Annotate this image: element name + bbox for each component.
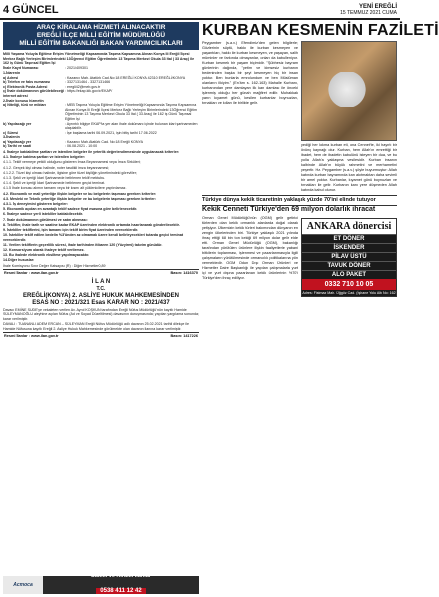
article-col-text: yediği her lokma kurban eti, ona Cennet'te, iki hayırlı bir övünç kaynağı olur. Kurban, hem Allah'ın emrettiği bir ibadet, hem de ibadetin kabulünü isteyen bir dua, ve bu yolla Allah'a yaklaşma vesilesidir. Kurban insanın kalbinde Allah'ın büyük rahmetini ve merhametini yeşertir. Hz. Peygamber (s.a.v.) şöyle buyurmuştur: Allah katında kurban bayramında kan akıtmaktan daha sevimli bir amel yoktur. Kurbanlar, kıyamet günü boynuzları ve tırnakları ile gelir. Kurbanın kanı yere düşmeden Allah katında kabul olunur. [301, 143, 397, 192]
notice-row [3, 103, 199, 121]
notice-banner-line: EREĞLİ İLÇE MİLLİ EĞİTİM MÜDÜRLÜĞÜ [36, 32, 166, 39]
right-column [202, 22, 439, 594]
news-body [202, 216, 397, 297]
ilan-line: T.C. [96, 285, 106, 292]
notice-clause: 9. İstekliler tekliflerini, işin tamamı için teklif birim fiyat üzerinden vereceklerdir. [3, 227, 139, 232]
row-key: c) Süresi [3, 130, 19, 135]
doner-ad-item: İSKENDER [302, 243, 396, 252]
ad-logo: Acmoca [3, 576, 43, 594]
court-body [3, 308, 199, 332]
footer-source: Resmi İlanlar : www.ilan.gov.tr [4, 270, 59, 275]
notice-clause: 6. İhaleye sadece yerli istekliler katılabilecektir. [3, 212, 84, 217]
left-column [3, 22, 199, 594]
row-key: b) Tarihi ve saati [3, 144, 32, 149]
notice-clause: 8. Teklifler, ihale tarih ve saatine kadar EKAP üzerinden elektronik ortamda hazırlanarak gönderilecektir. [3, 222, 180, 227]
notice-rows [3, 66, 199, 149]
notice-banner [3, 22, 199, 50]
article-col: Peygamber (s.a.v.) Efendimiz'den gelen bilgilerle; Gözlerinin süptü, hakkı ile kurban kesmeyen ve yaşantıları, hakkı ile kurban kesmeyen, ve yaşayan, salih müminler ve farkında olmayanlar, onları da kabulleniyor. Kurban kesmek bir yaşam biçimidir. "Şübhesiz bayram günlerinin dağında, "yetim ve kimsesiz kurbanın bedeninden başka bir şeyi kesmeyen hiç bir insan yoktur. Ben bunlarla emrolundum ve ben Müslüman olanların ilkiyim." (En'âm s. 162-163) Mahalle Kurbanı, kurbanından yere damlayan ilk kan damlası ile önceki işlenmiş olduğu her günah mağfiret edilir. Muhakkak yarın kıyamet günü, kesilen kurbanlar boynuzları, tırnakları ve kılları ile birlikte gelir. [202, 41, 298, 105]
doner-ad-name: ANKARA dönercisi [302, 219, 396, 234]
notice-row [3, 122, 199, 131]
notice-clauses [3, 150, 199, 268]
court-title-line: EREĞLİ(KONYA) 2. ASLİYE HUKUK MAHKEMESİNDEN [23, 292, 179, 299]
row-key: İhale Kayıt Numarası [3, 66, 39, 71]
article-title: KURBAN KESMENİN FAZİLETİ [202, 22, 439, 39]
row-key: a) Niteliği, türü ve miktarı [3, 103, 46, 108]
issue-date: 15 TEMMUZ 2021 CUMA [340, 10, 397, 16]
notice-clause: 10. İstekliler teklif edilen bedelin %3'ünden az olmamak üzere kendi belirleyecekleri tutarda geçici teminat vereceklerdir. [3, 233, 184, 242]
row-value: : Kazancı Mah.Atatürk Cad. No:18 Ereğli KONYA [65, 139, 144, 144]
ad-phone: 0538 411 12 42 [96, 588, 145, 594]
footer-source: Resmi İlanlar : www.ilan.gov.tr [4, 333, 59, 338]
row-key: b) Yapılacağı yer [3, 121, 32, 126]
doner-ad[interactable] [301, 218, 397, 297]
ilan-line: İ L A N [91, 278, 111, 285]
row-value: : 2021/409301 [65, 66, 88, 71]
notice-banner-line: MİLLİ EĞİTİM BAKANLIĞI BAKAN YARDIMCILIKLARI [19, 40, 183, 47]
article-col [301, 41, 397, 193]
row-value: : 06.08.2021 - 10:00 [65, 144, 98, 149]
notice-clause: 7. İhale dokümanının görülmesi ve satın alınması: [3, 217, 88, 222]
court-ilan-label [3, 279, 199, 293]
notice-clause: 4.1. İhaleye katılma şartları ve istenilen belgeler: [3, 155, 86, 160]
court-title [3, 293, 199, 307]
notice-clause: 4.1.1. Teklif vermeye yetkili olduğunu gösteren İmza Beyannamesi veya İmza Sirküleri; [3, 160, 141, 165]
court-title-line: ESAS NO : 2021/321 Esas KARAR NO : 2021/437 [32, 299, 170, 306]
row-key: a) Yapılacağı yer [3, 139, 32, 144]
notice-intro: Milli Yaşama Yoluyla Eğitime Erişim Yönetmeliği Kapsamında Taşıma Kapsamına Alınan Konya Ili Ereğli İlçesi Merkez Bağlı Yerleşim Birimlerindeki 13Öğrenci Eğitim Öğretiminin 13 Taşıma Merkezi Okula 33 Ital ( 33 Araç) ile 162 iş Günü Taşınsal Eğitim İşi [3, 52, 195, 66]
paper-name: YENİ EREĞLİ [358, 4, 397, 10]
notice-clause: 4.1.3. Şekli ve içeriği İdari Şartnamede belirlenen teklif mektubu. [3, 176, 106, 180]
row-value: : Ayrıntılı bilgiye EKAP'ta yer alan ihale dokümanı içinde bulunan idari şartnameden ulaşılabilir. [65, 121, 198, 131]
page-header [0, 0, 400, 20]
notice-clause: 14.Diğer hususlar: [3, 258, 35, 263]
row-key: b) Telefon ve faks numarası [3, 80, 51, 85]
notice-banner-line: ARAÇ KİRALAMA HİZMETİ ALINACAKTIR [36, 24, 166, 31]
notice-footer [3, 269, 199, 276]
row-key: 1-İdarenin [3, 70, 21, 75]
kurban-photo [301, 41, 397, 141]
footer-code: Basın: 1417226 [170, 333, 198, 338]
notice-clause: 4.3. Mesleki ve Teknik yeterliğe ilişkin belgeler ve bu belgelerin taşıması gereken kriterler: [3, 196, 156, 201]
row-key: 2-İhale konusu hizmetin [3, 98, 44, 103]
ad-column [301, 216, 397, 297]
doner-ad-address: Adres: Fistmaz Mah. Üğgöz Cad. (İşhane Yolu Altı No: 162 [302, 291, 396, 295]
notice-clause: 12. Konsorsiyum olarak ihaleye teklif verilemez. [3, 248, 85, 253]
row-value: : 3327131464 - 3327131466 [65, 80, 111, 85]
notice-row [3, 144, 199, 149]
ad-content [43, 573, 199, 597]
row-key: 3-İhalenin [3, 135, 20, 140]
notice-clause: 13. Bu ihalede elektronik eksiltme yapılmayacaktır. [3, 253, 90, 258]
notice-clause: 5. Ekonomik açıdan en avantajlı teklif sadece fiyat esasına göre belirlenecektir. [3, 207, 138, 212]
notice-clause: 4. İhaleye katılabilme şartları ve istenilen belgeler ile yeterlik değerlendirmesinde uygulanacak kriterler: [3, 150, 180, 155]
court-footer [3, 332, 199, 339]
notice-clause: 4.2. Ekonomik ve mali yeterliğe ilişkin belgeler ve bu belgelerin taşıması gereken kriterler: [3, 191, 157, 196]
row-key: a) Adresi [3, 75, 19, 80]
row-value: : İşe başlama tarihi 06.09.2021, işin bitiş tarihi 17.06.2022 [65, 130, 157, 135]
row-value: : https://ekap.kik.gov.tr/EKAP/ [65, 89, 113, 94]
news-text: Orman Genel Müdürlüğü'nün (OGM) gelir getirici türlerden olan kekik ormanlık alanlarda doğal olarak yetişiyor. Ülkemizin kekik türleri bakımından dünyanın en zengin ülkelerinden biri. Türkiye yaklaşık 2021 yılında ihraç ettiği 68 bin ton kekiği 69 milyon dolar gelir elde etti. Orman Genel Müdürlüğü (OGM), bakanlığı tarafından yürütülen ürünlere ilişkin faaliyetlerle yabani bitkilerin toplanması, işlenmesi ve pazarlanmasıyla ilgili çalışmaların yürütülmesinde ormancılık politikalarına yön vermektedir. OGM Odun Dışı Orman Ürünleri ve Hizmetler Daire Başkanlığı ile yapılan çalışmalarla yurt içi ve yurt dışına pazarlanan kekik ürünlerinin %70'i Türkiye'den ihraç ediliyor. [202, 216, 298, 280]
classified-ad[interactable] [3, 573, 199, 594]
notice-clause: İhale Komisyonu Sınır Değer Katsayısı (R) : Diğer Hizmetler0,89 [3, 263, 106, 268]
news-subhead: Türkiye dünya kekik ticaretinin yaklaşık yüzde 70'ini elinde tutuyor [202, 195, 397, 206]
row-value: : Kazancı Mah. Atatürk Cad.No:18 EREĞLİ KONYA 42310 EREĞLİ/KONYA [65, 75, 186, 80]
notice-clause: 11. Verilen tekliflerin geçerlilik süresi, ihale tarihinden itibaren 120 (Yüzyirmi) takvim günüdür. [3, 242, 163, 247]
footer-code: Basın: 1416370 [170, 270, 198, 275]
doner-ad-phone: 0332 710 10 05 [302, 279, 396, 290]
doner-ad-item: ET DÖNER [302, 234, 396, 243]
notice-clause: 4.3.1. İş deneyimini gösteren belgeler: [3, 201, 68, 206]
notice-clause: 4.1.4. Şekli ve içeriği İdari Şartnamede belirlenen geçici teminat. [3, 181, 106, 186]
court-paragraph: DAVALI : TUANANLI ADEM ERCAN – SÜLEYMAN Ereğli Nüfus Müdürlüğü adlı davanın 25.02.2021 tarihli dilekçe ile Hamide Nüfusuna kayıtlı Ereğli 2. Asliye Hukuk Mahkemesinde görülmekte olan davanın ilanına karar verilmiştir. [3, 322, 189, 331]
article-body [202, 41, 397, 193]
notice-clause: 4.1.2. Gerçek kişi olması halinde, noter tasdikli imza beyannamesi; [3, 165, 110, 170]
notice-clause: 4.1.5 İhale konusu alımın tamamı veya bir kısmı alt yüklenicilere yaptırılamaz. [3, 186, 127, 191]
notice-body [3, 52, 199, 268]
sheep-image [322, 72, 372, 107]
doner-ad-item: TAVUK DÖNER [302, 261, 396, 270]
court-paragraph: Davacı EMİNE SUDE'ye vekaleten verilen Av. Aynıl KOŞKUN tarafından Ereğli Nüfus Müdürlüğü'nün kayıtlı Hamide SÜLEYMANOĞLU aleyhine açılan Nüfus (Ad ve Soyad Düzeltilmesi) davasının duruşmasında; yapılan yargılama sonunda; karar verilmiştir. [3, 307, 199, 321]
ad-title: Satılık ve Kiralık İlanlar [91, 573, 151, 579]
section-label: 4 GÜNCEL [3, 4, 59, 16]
row-key: ç) İhale dokümanının görülebileceği internet adresi [3, 89, 65, 98]
doner-ad-item: PİLAV ÜSTÜ [302, 252, 396, 261]
row-key: c) Elektronik Posta Adresi [3, 84, 48, 89]
masthead [340, 4, 397, 16]
news-headline: Kekik Cenneti Türkiye'den 69 milyon dolarlık ihracat [202, 206, 376, 213]
notice-clause: 4.1.2.2. Tüzel kişi olması halinde, ilgisine göre tüzel kişiliğin yönetimindeki görevliler; [3, 170, 137, 175]
doner-ad-order: ALO PAKET [302, 270, 396, 279]
notice-row [3, 89, 199, 98]
row-value: : MEB Taşıma Yoluyla Eğitime Erişim Yönetmeliği Kapsamında Taşıma Kapsamına Alınan Konya İli Ereğli İlçesi Merkez Bağlı Yerleşim Birimlerindeki 13Öğrenci Eğitim Öğretiminin 13 Taşıma Merkezi Okula 33 Ital ( 33 Araç) ile 162 iş Günü Taşınsal Eğitim İşi [65, 103, 198, 121]
row-value: : eregli42@meb.gov.tr [65, 84, 101, 89]
